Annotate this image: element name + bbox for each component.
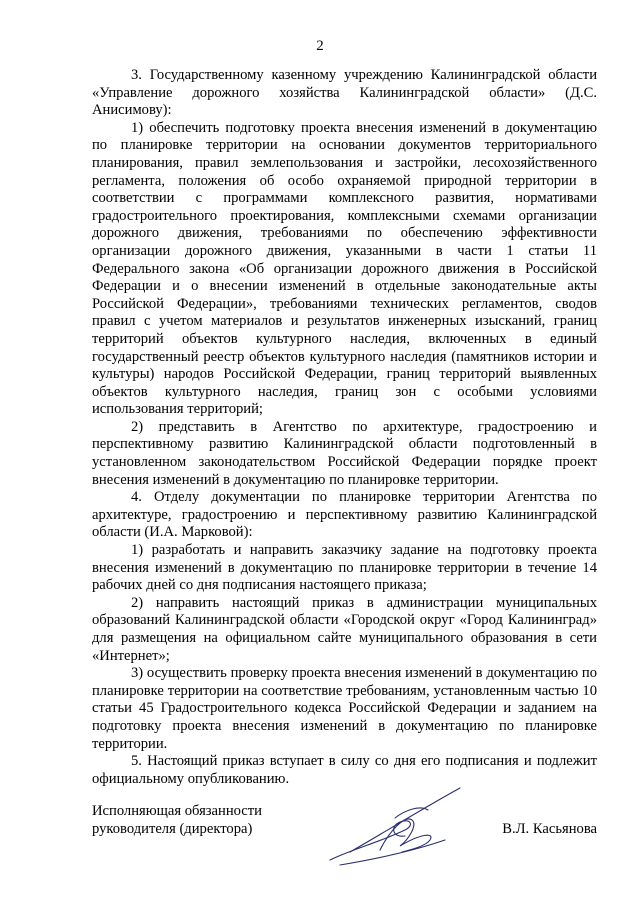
- paragraph-4-3: 3) осуществить проверку проекта внесения изменений в документацию по планировке территории на соответствие требованиям, установленным частью 10 статьи 45 Градостроительного кодекса Российской Федерации и заданием на подготовку проекта внесения изменений в документацию по планировке территории.: [92, 665, 597, 752]
- signatory-title-line1: Исполняющая обязанности: [92, 803, 262, 819]
- signatory-title-line2: руководителя (директора): [92, 820, 253, 837]
- signature-block: [92, 803, 597, 843]
- paragraph-3-1: 1) обеспечить подготовку проекта внесения изменений в документацию по планировке территории на основании документов территориального планирования, правил землепользования и застройки, лесохозяйственного регламента, положения об особо охраняемой природной территории в соответствии с программами комплексного развития, нормативами градостроительного проектирования, комплексными схемами организации дорожного движения, требованиями по обеспечению эффективности организации дорожного движения, указанными в части 1 статьи 11 Федерального закона «Об организации дорожного движения в Российской Федерации и о внесении изменений в отдельные законодательные акты Российской Федерации», требованиями технических регламентов, сводов правил с учетом материалов и результатов инженерных изысканий, границ территорий объектов культурного наследия, включенных в единый государственный реестр объектов культурного наследия (памятников истории и культуры) народов Российской Федерации, границ территорий выявленных объектов культурного наследия, границ зон с особыми условиями использования территорий;: [92, 119, 597, 418]
- paragraph-3-2: 2) представить в Агентство по архитектуре, градостроению и перспективному развитию Калининградской области подготовленный в установленном законодательством Российской Федерации порядке проект внесения изменений в документацию по планировке территории.: [92, 418, 597, 488]
- paragraph-4-2: 2) направить настоящий приказ в администрации муниципальных образований Калининградской области «Городской округ «Город Калининград» для размещения на официальном сайте муниципального образования в сети «Интернет»;: [92, 594, 597, 664]
- page-number: 2: [316, 38, 324, 54]
- paragraph-4-1: 1) разработать и направить заказчику задание на подготовку проекта внесения изменений в документацию по планировке территории в течение 14 рабочих дней со дня подписания настоящего приказа;: [92, 542, 597, 594]
- paragraph-3: 3. Государственному казенному учреждению Калининградской области «Управление дорожного хозяйства Калининградской области» (Д.С. Анисимову):: [92, 67, 597, 119]
- document-body: [92, 67, 597, 788]
- signatory-name: В.Л. Касьянова: [502, 820, 597, 837]
- signatory-title: [92, 803, 262, 838]
- paragraph-5: 5. Настоящий приказ вступает в силу со дня его подписания и подлежит официальному опубликованию.: [92, 753, 597, 787]
- paragraph-4: 4. Отделу документации по планировке территории Агентства по архитектуре, градостроению и перспективному развитию Калининградской области (И.А. Марковой):: [92, 489, 597, 541]
